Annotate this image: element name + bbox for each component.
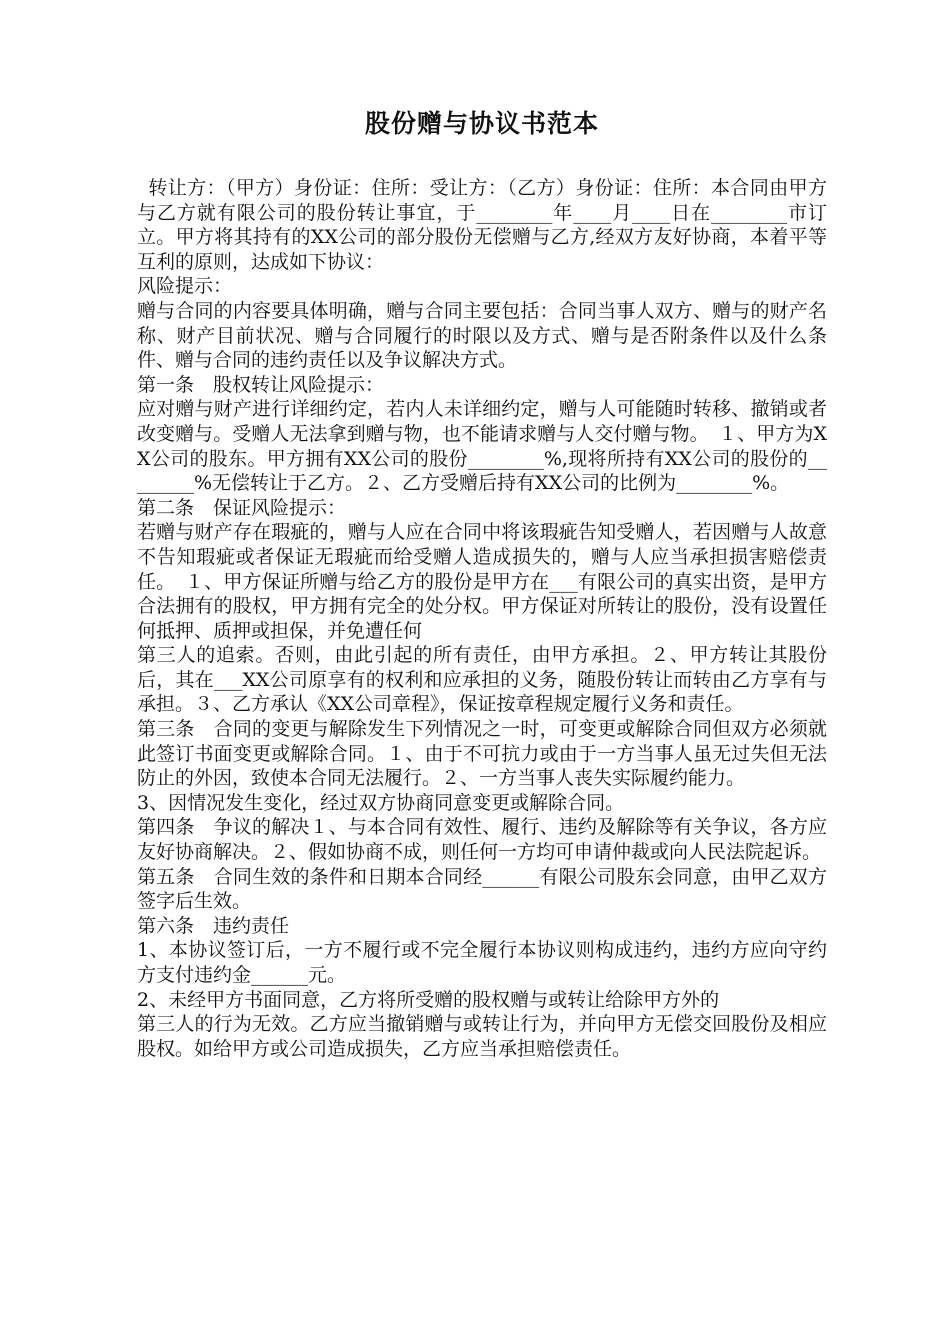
article-5-content: 第五条 合同生效的条件和日期本合同经______有限公司股东会同意，由甲乙双方签字后生效。 (137, 865, 827, 913)
article-6-item-1: 1、本协议签订后，一方不履行或不完全履行本协议则构成违约，违约方应向守约方支付违约金______元。 (137, 939, 827, 986)
article-3-item-3: 3、因情况发生变化，经过双方协商同意变更或解除合同。 (137, 791, 625, 814)
document-page (137, 104, 827, 1061)
article-6-item-2: 2、未经甲方书面同意，乙方将所受赠的股权赠与或转让给除甲方外的 (137, 988, 720, 1011)
paragraph-preamble: 转让方：（甲方）身份证：住所：受让方：（乙方）身份证：住所：本合同由甲方与乙方就有限公司的股份转让事宜，于________年____月____日在________市订立。甲方将其持有的XX公司的部分股份无偿赠与乙方,经双方友好协商，本着平等互利的原则，达成如下协议： (137, 177, 827, 273)
article-2-continuation: 第三人的追索。否则，由此引起的所有责任，由甲方承担。２、甲方转让其股份后，其在___XX公司原享有的权利和应承担的义务，随股份转让而转由乙方享有与承担。３、乙方承认《XX公司章程》，保证按章程规定履行义务和责任。 (137, 644, 827, 716)
article-2-heading: 第二条 保证风险提示： (137, 496, 347, 519)
paragraph-risk-content: 赠与合同的内容要具体明确，赠与合同主要包括：合同当事人双方、赠与的财产名称、财产目前状况、赠与合同履行的时限以及方式、赠与是否附条件以及什么条件、赠与合同的违约责任以及争议解决方式。 (137, 299, 827, 372)
paragraph-risk-heading: 风险提示： (137, 275, 233, 298)
article-6-heading: 第六条 违约责任 (137, 914, 290, 937)
document-title: 股份赠与协议书范本 (364, 109, 599, 138)
article-1-heading: 第一条 股权转让风险提示： (137, 373, 385, 396)
article-2-content: 若赠与财产存在瑕疵的，赠与人应在合同中将该瑕疵告知受赠人，若因赠与人故意不告知瑕疵或者保证无瑕疵而给受赠人造成损失的，赠与人应当承担损害赔偿责任。 １、甲方保证所赠与给乙方的股份是甲方在___有限公司的真实出资，是甲方合法拥有的股权，甲方拥有完全的处分权。甲方保证对所转让的股份，没有设置任何抵押、质押或担保，并免遭任何 (137, 521, 827, 642)
article-1-content: 应对赠与财产进行详细约定，若内人未详细约定，赠与人可能随时转移、撤销或者改变赠与。受赠人无法拿到赠与物，也不能请求赠与人交付赠与物。 １、甲方为XX公司的股东。甲方拥有XX公司的股份________%,现将所持有XX公司的股份的________%无偿转让于乙方。２、乙方受赠后持有XX公司的比例为________%。 (137, 398, 827, 495)
document-body (137, 176, 827, 1061)
article-6-item-2-continuation: 第三人的行为无效。乙方应当撤销赠与或转让行为，并向甲方无偿交回股份及相应股权。如给甲方或公司造成损失，乙方应当承担赔偿责任。 (137, 1013, 827, 1060)
article-4-content: 第四条 争议的解决１、与本合同有效性、履行、违约及解除等有关争议，各方应友好协商解决。２、假如协商不成，则任何一方均可申请仲裁或向人民法院起诉。 (137, 816, 827, 864)
article-3-content: 第三条 合同的变更与解除发生下列情况之一时，可变更或解除合同但双方必须就此签订书面变更或解除合同。１、由于不可抗力或由于一方当事人虽无过失但无法防止的外因，致使本合同无法履行。２、一方当事人丧失实际履约能力。 (137, 718, 827, 790)
